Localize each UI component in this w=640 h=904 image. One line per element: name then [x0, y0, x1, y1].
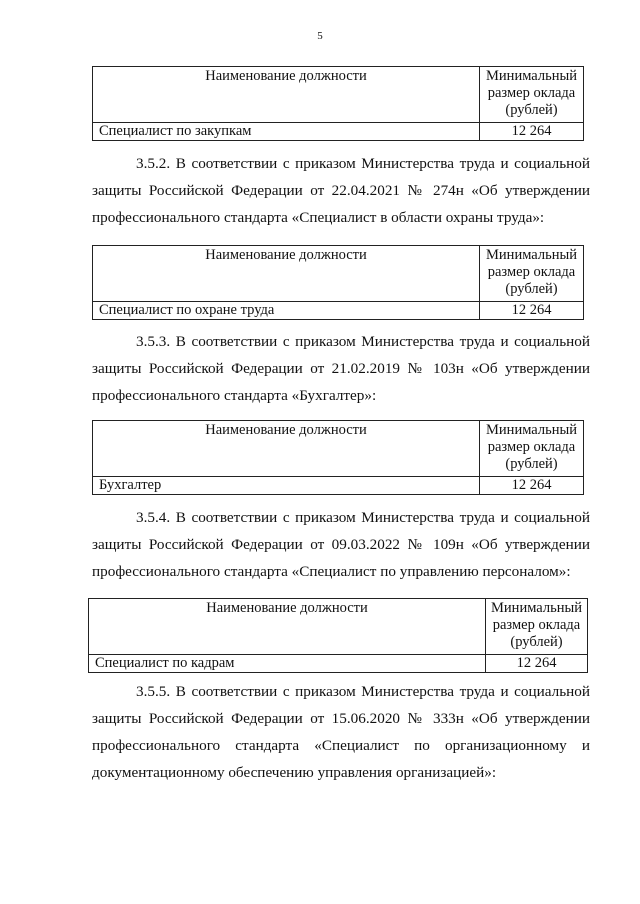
salary-table-hr: [88, 598, 588, 673]
header-position-name: Наименование должности: [93, 246, 480, 302]
table-row: [89, 655, 588, 673]
table-header-row: [93, 421, 584, 477]
header-position-name: Наименование должности: [89, 599, 486, 655]
table-row: [93, 477, 584, 495]
table-row: [93, 302, 584, 320]
table-header-row: [89, 599, 588, 655]
row-min-salary: 12 264: [486, 655, 588, 673]
paragraph-3-5-2: 3.5.2. В соответствии с приказом Министерства труда и социальной защиты Российской Федерации от 22.04.2021 № 274н «Об утверждении профессионального стандарта «Специалист в области охраны труда»:: [92, 155, 590, 226]
table-header-row: [93, 67, 584, 123]
salary-table-labor-safety: [92, 245, 584, 320]
header-position-name: Наименование должности: [93, 67, 480, 123]
paragraph-3-5-3: 3.5.3. В соответствии с приказом Министерства труда и социальной защиты Российской Федерации от 21.02.2019 № 103н «Об утверждении профессионального стандарта «Бухгалтер»:: [92, 333, 590, 404]
header-position-name: Наименование должности: [93, 421, 480, 477]
salary-table-accountant: [92, 420, 584, 495]
header-min-salary: Минимальный размер оклада (рублей): [486, 599, 588, 655]
header-min-salary: Минимальный размер оклада (рублей): [480, 67, 584, 123]
header-min-salary: Минимальный размер оклада (рублей): [480, 246, 584, 302]
salary-table-procurement: [92, 66, 584, 141]
page-number: 5: [317, 30, 323, 42]
row-position-name: Специалист по кадрам: [89, 655, 486, 673]
paragraph-3-5-5: 3.5.5. В соответствии с приказом Министерства труда и социальной защиты Российской Федерации от 15.06.2020 № 333н «Об утверждении профессионального стандарта «Специалист по организационному и документационному обеспечению управления организацией»:: [92, 683, 590, 781]
row-min-salary: 12 264: [480, 302, 584, 320]
row-position-name: Бухгалтер: [93, 477, 480, 495]
row-min-salary: 12 264: [480, 477, 584, 495]
header-min-salary: Минимальный размер оклада (рублей): [480, 421, 584, 477]
paragraph-3-5-4: 3.5.4. В соответствии с приказом Министерства труда и социальной защиты Российской Федерации от 09.03.2022 № 109н «Об утверждении профессионального стандарта «Специалист по управлению персоналом»:: [92, 509, 590, 580]
row-position-name: Специалист по закупкам: [93, 123, 480, 141]
table-row: [93, 123, 584, 141]
table-header-row: [93, 246, 584, 302]
row-min-salary: 12 264: [480, 123, 584, 141]
row-position-name: Специалист по охране труда: [93, 302, 480, 320]
